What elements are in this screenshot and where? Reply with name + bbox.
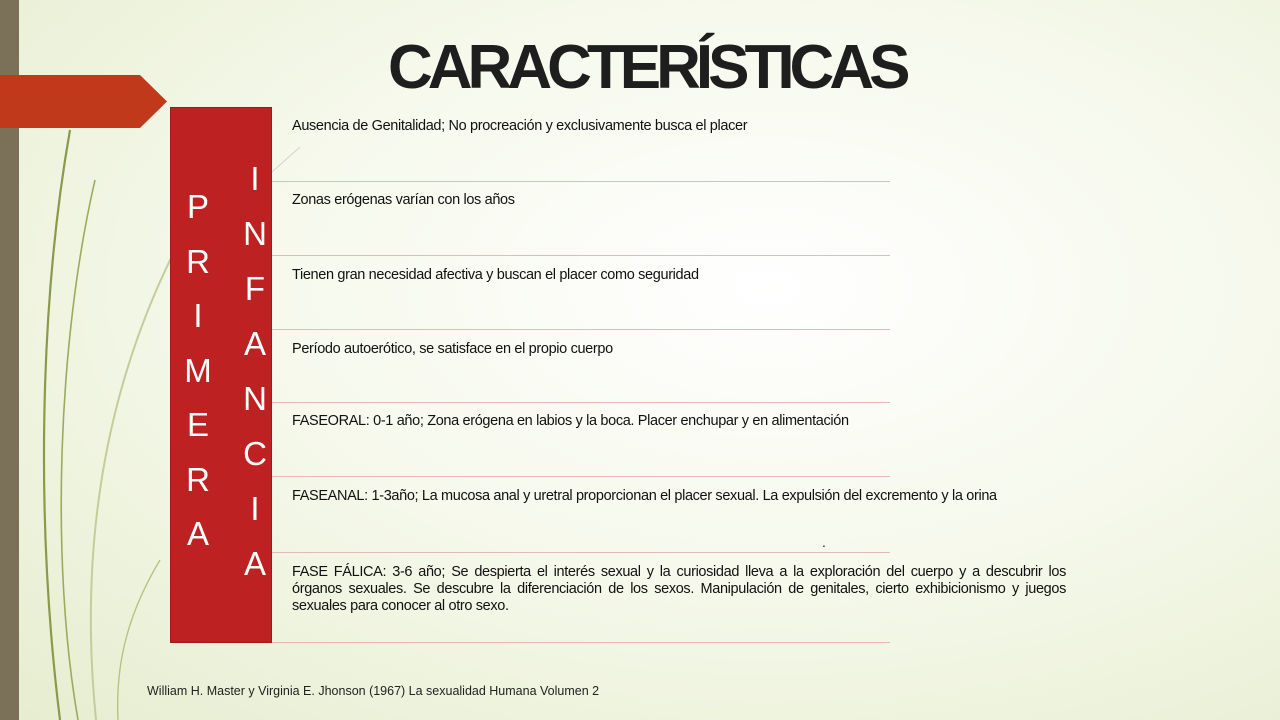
letter-i: I: [250, 490, 260, 527]
list-item: [272, 553, 1066, 643]
letter-e: E: [186, 406, 209, 443]
letter-m: M: [184, 351, 212, 389]
row-text-fase-oral: FASEORAL: 0-1 año; Zona erógena en labios y la boca. Placer enchupar y en alimentación: [292, 413, 849, 429]
row-text-fase-anal: FASEANAL: 1-3año; La mucosa anal y uretral proporcionan el placer sexual. La expulsión del excremento y la orina: [292, 488, 997, 504]
vertical-word-infancia: [238, 162, 272, 602]
vertical-word-primera: [183, 190, 213, 572]
slide-title: CARACTERÍSTICAS: [388, 33, 906, 102]
list-item: [272, 182, 890, 256]
list-item: [272, 477, 997, 553]
list-item: [272, 330, 890, 403]
row-text-fase-falica: FASE FÁLICA: 3-6 año; Se despierta el interés sexual y la curiosidad lleva a la exploración del cuerpo y a descubrir los órganos sexuales. Se descubre la diferenciación de los sexos. Manipulación de genitales, cierto exhibicionismo y juegos sexuales para conocer al otro sexo.: [292, 564, 1066, 614]
list-item: [272, 403, 890, 477]
letter-a: A: [243, 545, 266, 582]
row-text-autoerotico: Período autoerótico, se satisface en el propio cuerpo: [292, 341, 613, 357]
list-item: [272, 107, 890, 182]
stray-dot: .: [822, 534, 826, 550]
red-arrow-tab: [0, 75, 167, 128]
letter-i: I: [193, 297, 203, 334]
row-text-genitalidad: Ausencia de Genitalidad; No procreación y exclusivamente busca el placer: [292, 118, 748, 134]
letter-r: R: [186, 460, 210, 498]
row-text-afectiva: Tienen gran necesidad afectiva y buscan el placer como seguridad: [292, 267, 699, 283]
list-item: [272, 256, 890, 330]
citation-text: William H. Master y Virginia E. Jhonson (1967) La sexualidad Humana Volumen 2: [147, 684, 600, 698]
letter-n: N: [243, 380, 267, 417]
letter-n: N: [243, 215, 267, 252]
row-text-zonas: Zonas erógenas varían con los años: [292, 192, 515, 208]
letter-a: A: [186, 515, 209, 552]
letter-r: R: [186, 242, 210, 280]
letter-c: C: [243, 435, 267, 472]
letter-p: P: [186, 188, 209, 225]
letter-i: I: [250, 160, 260, 197]
letter-a: A: [243, 325, 266, 362]
letter-f: F: [244, 270, 266, 307]
